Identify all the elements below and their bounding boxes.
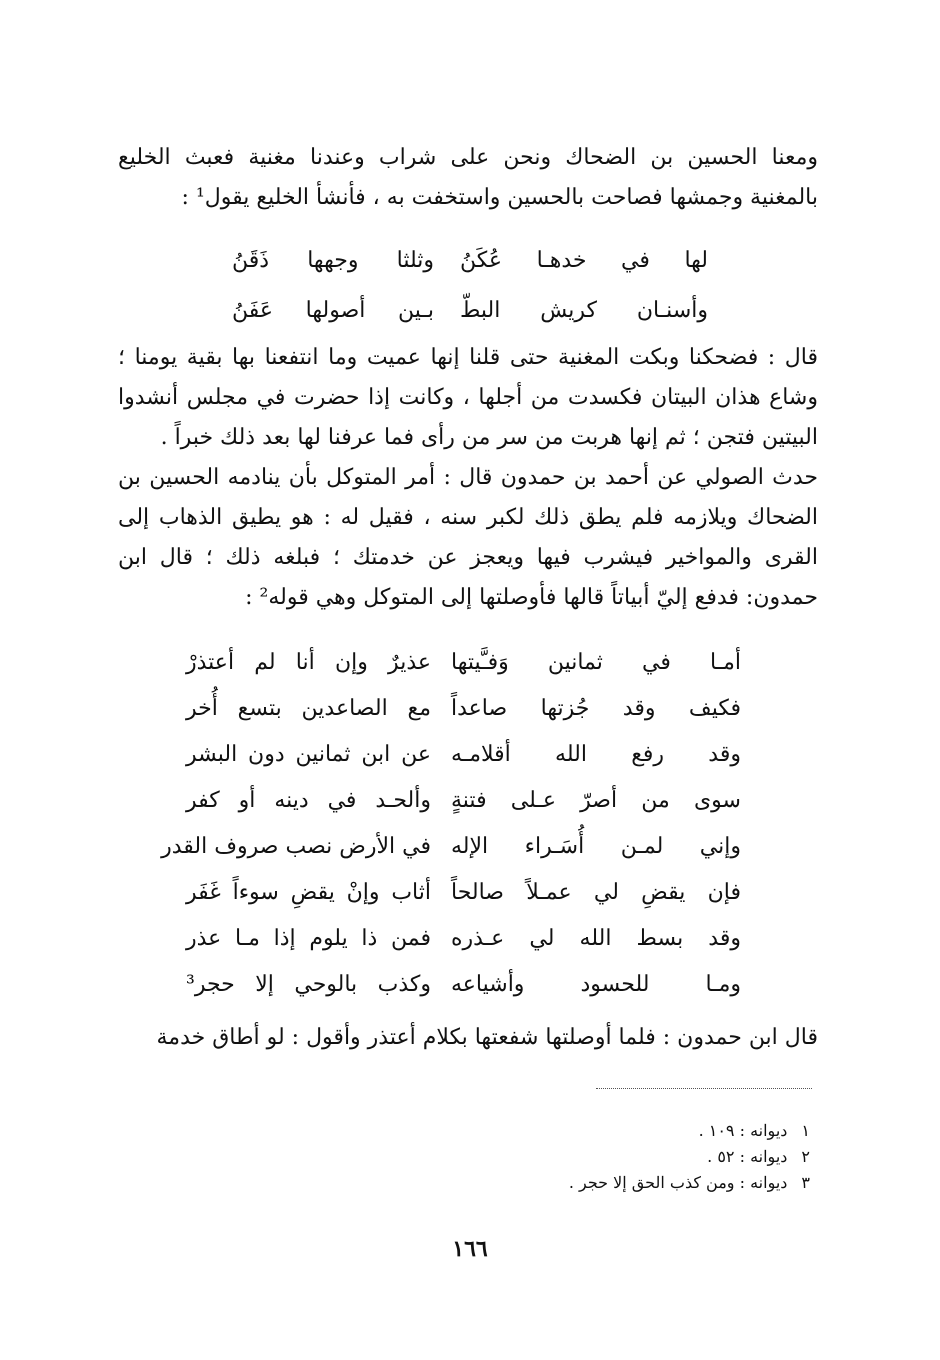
paragraph-text: قال ابن حمدون : فلما أوصلتها شفعتها بكلام أعتذر وأقول : لو أطاق خدمة [156, 1025, 818, 1050]
first-hemistich: لها في خدهـا عُكَنُ [460, 248, 708, 273]
verse [186, 640, 741, 686]
paragraph-closing [118, 1018, 818, 1058]
footnote-text: ديوانه : ٥٢ . [707, 1147, 788, 1166]
paragraph-text: قال : فضحكنا وبكت المغنية حتى قلنا إنها عميت وما انتفعنا بها بقية يومنا ؛ وشاع هذان البيتان فكسدت من أجلها ، وكانت إذا حضرت في مجلس أنشدوا البيتين فتجن ؛ ثم إنها هربت من سر من رأى فما عرفنا لها بعد ذلك خبراً . [118, 345, 818, 450]
paragraph-text: حدث الصولي عن أحمد بن حمدون قال : أمر المتوكل بأن ينادمه الحسين بن الضحاك ويلازمه فلم يطق ذلك لكبر سنه ، فقيل له : هو يطيق الذهاب إلى القرى والمواخير فيشرب فيها ويعجز عن خدمتك ؛ فبلغه ذلك ؛ قال ابن حمدون: فدفع إليّ أبياتاً قالها فأوصلتها إلى المتوكل وهي قوله² : [118, 465, 818, 610]
second-hemistich: عذيرٌ وإن أنا لم أعتذرْ [186, 650, 431, 675]
second-hemistich: في الأرض نصب صروف القدر [161, 834, 431, 859]
first-hemistich: ومـا للحسود وأشياعه [451, 972, 741, 997]
second-hemistich: فمن ذا يلوم إذا مـا عذر [186, 926, 431, 951]
verse [232, 286, 708, 336]
footnotes [300, 1118, 810, 1196]
first-hemistich: وإني لمـن أُسَـراء الإله [451, 834, 741, 859]
footnote-number: ٢ [801, 1147, 810, 1166]
verse [186, 916, 741, 962]
paragraph-anecdote [118, 338, 818, 458]
second-hemistich: بـين أصولها عَفَنُ [232, 298, 434, 323]
first-hemistich: أمـا في ثمانين وَفـَّيتها [451, 650, 741, 675]
verse [186, 870, 741, 916]
second-hemistich: وثلثا وجهها ذَقَنُ [232, 248, 434, 273]
second-hemistich: مع الصاعدين بتسع أُخر [186, 696, 431, 721]
verse [186, 778, 741, 824]
second-hemistich: وألحـد في دينه أو كفر [186, 788, 431, 813]
verse [161, 824, 741, 870]
verse [186, 686, 741, 732]
first-hemistich: وقد رفع الله أقلامـه [451, 742, 741, 767]
paragraph-narration [118, 458, 818, 618]
footnote-number: ١ [801, 1121, 810, 1140]
footnote-text: ديوانه : ١٠٩ . [698, 1121, 788, 1140]
second-hemistich: وكذب بالوحي إلا حجر³ [186, 972, 431, 997]
footnote-text: ديوانه : ومن كذب الحق إلا حجر . [568, 1173, 788, 1192]
poem-long [161, 640, 741, 1008]
first-hemistich: وقد بسط الله لي عـذره [451, 926, 741, 951]
first-hemistich: فكيف وقد جُزتها صاعداً [451, 696, 741, 721]
first-hemistich: سوى من أصرّ عـلى فتنةٍ [451, 788, 741, 813]
paragraph-text: ومعنا الحسين بن الضحاك ونحن على شراب وعندنا مغنية فعبث الخليع بالمغنية وجمشها فصاحت بالحسين واستخفت به ، فأنشأ الخليع يقول¹ : [118, 145, 818, 210]
second-hemistich: عن ابن ثمانين دون البشر [186, 742, 431, 767]
footnote-number: ٣ [801, 1173, 810, 1192]
footnote [300, 1170, 810, 1196]
footnote-divider [596, 1088, 812, 1089]
first-hemistich: وأسنـان كريش البطّ [460, 298, 708, 323]
paragraph-intro [118, 138, 818, 218]
first-hemistich: فإن يقضِ لي عمـلاً صالحاً [451, 880, 741, 905]
page-number: ١٦٦ [452, 1236, 488, 1262]
footnote [300, 1144, 810, 1170]
verse [186, 962, 741, 1008]
footnote [300, 1118, 810, 1144]
second-hemistich: أثاب وإنْ يقضِ سوءاً غَفَر [186, 880, 431, 905]
verse [186, 732, 741, 778]
verse [232, 236, 708, 286]
poem-short [232, 236, 708, 336]
